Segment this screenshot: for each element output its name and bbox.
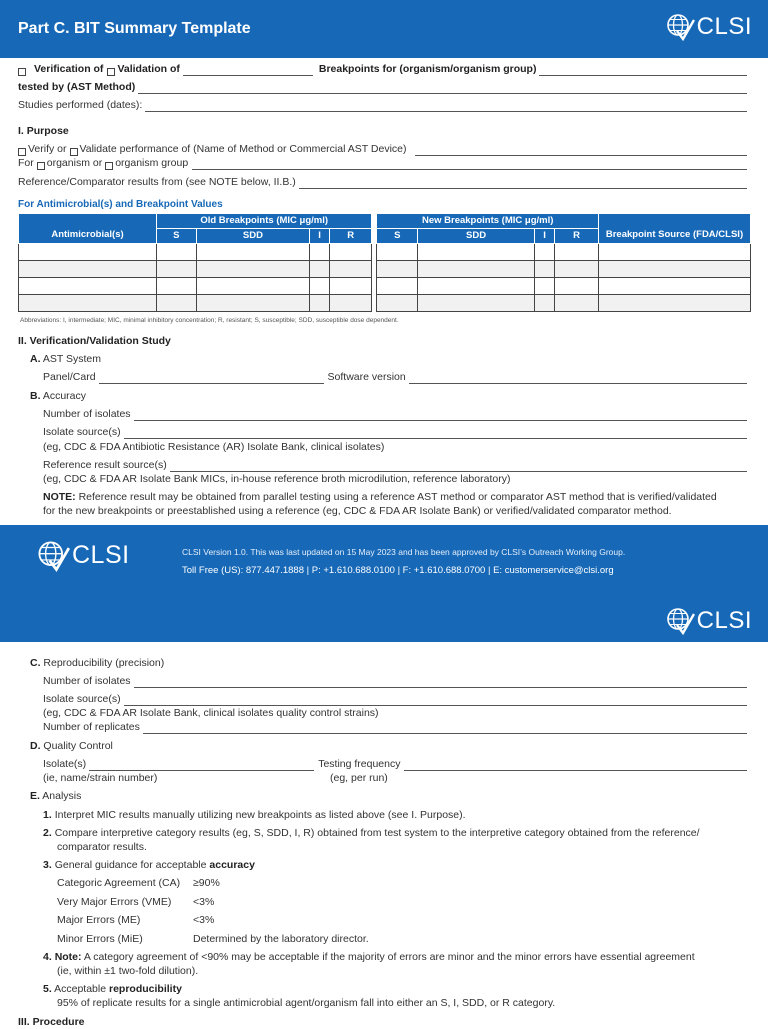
contact-text: Toll Free (US): 877.447.1888 | P: +1.610.688.0100 | F: +1.610.688.0700 | E: customerservice@clsi.org	[182, 565, 614, 576]
tested-by-line	[18, 81, 747, 94]
table-cell[interactable]	[555, 295, 599, 312]
table-cell[interactable]	[555, 278, 599, 295]
note-line-2: for the new breakpoints or preestablished using a reference (eg, CDC & FDA AR Isolate Bank) or verified/validated comparator method.	[43, 505, 672, 517]
section-a-label: AST System	[42, 353, 101, 365]
table-cell[interactable]	[377, 278, 418, 295]
testing-frequency-label: Testing frequency	[318, 758, 401, 770]
item2-number: 2.	[43, 827, 52, 839]
criteria-value: <3%	[193, 914, 215, 926]
table-cell[interactable]	[599, 295, 751, 312]
section-b-letter: B.	[30, 390, 41, 402]
table-cell[interactable]	[418, 278, 535, 295]
table-cell[interactable]	[329, 295, 372, 312]
table-cell[interactable]	[555, 244, 599, 261]
item2-text-a: Compare interpretive category results (eg, S, SDD, I, R) obtained from test system to the interpretive category obtained from the reference/	[54, 827, 700, 839]
table-cell[interactable]	[196, 295, 310, 312]
repro-sources-label: Isolate source(s)	[43, 693, 121, 705]
criteria-value: ≥90%	[193, 877, 220, 889]
item5-bold: reproducibility	[108, 983, 182, 995]
analysis-item-3	[43, 859, 255, 872]
criteria-value: Determined by the laboratory director.	[193, 933, 369, 945]
section-d-letter: D.	[30, 740, 41, 752]
table-cell[interactable]	[19, 278, 157, 295]
testing-frequency-example: (eg, per run)	[330, 772, 388, 784]
note-line-1	[43, 491, 717, 504]
breakpoint-table	[18, 213, 751, 312]
qc-line	[43, 758, 747, 771]
old-i-header: I	[310, 229, 330, 244]
ref-sources-example: (eg, CDC & FDA AR Isolate Bank MICs, in-house reference broth microdilution, reference laboratory)	[43, 473, 511, 485]
item5-text: 95% of replicate results for a single antimicrobial agent/organism fall into either an S, I, SDD, or R category.	[57, 997, 556, 1009]
ref-sources-field[interactable]	[170, 462, 747, 472]
page2-header-bar	[0, 594, 768, 642]
replicates-line	[43, 721, 747, 734]
method-name-field[interactable]	[415, 146, 747, 156]
verify-label: Verify or	[28, 143, 67, 155]
table-cell[interactable]	[418, 261, 535, 278]
qc-isolates-label: Isolate(s)	[43, 758, 87, 770]
purpose-line-3	[18, 176, 747, 189]
item3-bold: accuracy	[209, 859, 255, 871]
page2-clsi-logo	[665, 606, 752, 636]
table-cell[interactable]	[329, 244, 372, 261]
table-cell[interactable]	[418, 295, 535, 312]
ref-sources-line	[43, 459, 747, 472]
section-d-title	[30, 740, 113, 753]
num-isolates-field[interactable]	[134, 411, 747, 421]
organism-group-checkbox[interactable]	[105, 162, 113, 170]
section-e-title	[30, 790, 81, 803]
item3-number: 3.	[43, 859, 52, 871]
table-cell[interactable]	[377, 295, 418, 312]
page-title: Part C. BIT Summary Template	[18, 20, 251, 37]
breakpoints-for-label: Breakpoints for (organism/organism group)	[318, 63, 537, 75]
verification-label: Verification of	[34, 63, 104, 75]
testing-frequency-field[interactable]	[404, 761, 748, 771]
criteria-label: Major Errors (ME)	[57, 914, 141, 926]
repro-num-isolates-field[interactable]	[134, 678, 747, 688]
table-cell[interactable]	[377, 244, 418, 261]
table-cell[interactable]	[535, 244, 555, 261]
item4-number: 4.	[43, 951, 52, 963]
section-e-letter: E.	[30, 790, 40, 802]
table-cell[interactable]	[157, 244, 197, 261]
page2-logo-text: CLSI	[696, 607, 752, 634]
criteria-label: Minor Errors (MiE)	[57, 933, 143, 945]
section-e-label: Analysis	[42, 790, 82, 802]
analysis-item-4	[43, 951, 695, 964]
section-c-title	[30, 657, 164, 670]
table-cell[interactable]	[310, 261, 330, 278]
table-row	[19, 278, 751, 295]
table-cell[interactable]	[329, 261, 372, 278]
item4-text-b: (ie, within ±1 two-fold dilution).	[57, 965, 199, 977]
footer-logo-text: CLSI	[72, 541, 130, 570]
validate-label: Validate performance of (Name of Method or Commercial AST Device)	[79, 143, 407, 155]
repro-isolates-line	[43, 675, 747, 688]
analysis-item-1	[43, 809, 466, 822]
item1-number: 1.	[43, 809, 52, 821]
table-row	[19, 261, 751, 278]
organism-group-label: organism group	[115, 157, 189, 169]
table-row	[19, 295, 751, 312]
for-label: For	[18, 157, 34, 169]
verify-checkbox[interactable]	[18, 148, 26, 156]
replicates-field[interactable]	[143, 724, 747, 734]
table-cell[interactable]	[329, 278, 372, 295]
header-bar	[0, 0, 768, 58]
section-a-letter: A.	[30, 353, 41, 365]
study-heading: II. Verification/Validation Study	[18, 335, 171, 347]
item1-text: Interpret MIC results manually utilizing new breakpoints as listed above (see I. Purpose).	[54, 809, 466, 821]
repro-sources-line	[43, 693, 747, 706]
section-c-label: Reproducibility (precision)	[43, 657, 165, 669]
item4-text-a: A category agreement of <90% may be acceptable if the majority of errors are minor and the minor errors have essential agreement	[83, 951, 695, 963]
reference-label: Reference/Comparator results from (see NOTE below, II.B.)	[18, 176, 296, 188]
table-cell[interactable]	[599, 278, 751, 295]
section-a-title	[30, 353, 101, 366]
table-cell[interactable]	[310, 295, 330, 312]
section-b-label: Accuracy	[42, 390, 87, 402]
panel-field[interactable]	[99, 374, 324, 384]
new-r-header: R	[555, 229, 599, 244]
table-cell[interactable]	[19, 261, 157, 278]
repro-sources-field[interactable]	[124, 696, 747, 706]
new-breakpoints-header: New Breakpoints (MIC μg/ml)	[377, 214, 599, 229]
globe-check-icon	[665, 606, 695, 636]
old-sdd-header: SDD	[196, 229, 310, 244]
section-c-letter: C.	[30, 657, 41, 669]
table-cell[interactable]	[377, 261, 418, 278]
section-d-label: Quality Control	[43, 740, 113, 752]
globe-check-icon	[665, 12, 695, 42]
old-s-header: S	[157, 229, 197, 244]
item2-text-b: comparator results.	[57, 841, 147, 853]
clsi-logo	[665, 12, 752, 42]
note-text-1: Reference result may be obtained from parallel testing using a reference AST method or comparator AST method that is verified/validated	[78, 491, 717, 503]
software-field[interactable]	[409, 374, 747, 384]
ast-method-field[interactable]	[138, 84, 747, 94]
reference-field[interactable]	[299, 179, 747, 189]
isolate-sources-label: Isolate source(s)	[43, 426, 121, 438]
criteria-value: <3%	[193, 896, 215, 908]
footer-clsi-logo	[36, 539, 130, 573]
abbreviations-note: Abbreviations: I, intermediate; MIC, minimal inhibitory concentration; R, resistant; S, susceptible; SDD, susceptible dose dependent.	[20, 317, 399, 324]
new-i-header: I	[535, 229, 555, 244]
item3-text: General guidance for acceptable	[54, 859, 207, 871]
verification-line	[18, 63, 747, 76]
criteria-label: Categoric Agreement (CA)	[57, 877, 181, 889]
num-isolates-label: Number of isolates	[43, 408, 131, 420]
organism-checkbox[interactable]	[37, 162, 45, 170]
section-b-title	[30, 390, 86, 403]
validation-checkbox[interactable]	[107, 68, 115, 76]
globe-check-icon	[36, 539, 70, 573]
accuracy-isolates-line	[43, 408, 747, 421]
ast-system-line	[43, 371, 747, 384]
table-row	[19, 244, 751, 261]
old-breakpoints-header: Old Breakpoints (MIC μg/ml)	[157, 214, 372, 229]
new-s-header: S	[377, 229, 418, 244]
table-caption: For Antimicrobial(s) and Breakpoint Values	[18, 199, 223, 210]
item4-bold: Note:	[54, 951, 82, 963]
table-cell[interactable]	[599, 244, 751, 261]
new-sdd-header: SDD	[418, 229, 535, 244]
table-cell[interactable]	[196, 261, 310, 278]
accuracy-sources-line	[43, 426, 747, 439]
studies-label: Studies performed (dates):	[18, 99, 143, 111]
table-cell[interactable]	[19, 295, 157, 312]
panel-label: Panel/Card	[43, 371, 96, 383]
footer-bar	[0, 525, 768, 594]
table-cell[interactable]	[535, 295, 555, 312]
table-cell[interactable]	[157, 261, 197, 278]
version-text: CLSI Version 1.0. This was last updated on 15 May 2023 and has been approved by CLSI’s Outreach Working Group.	[182, 547, 626, 557]
table-cell[interactable]	[535, 261, 555, 278]
table-cell[interactable]	[599, 261, 751, 278]
table-cell[interactable]	[196, 278, 310, 295]
purpose-line-2	[18, 157, 747, 170]
verification-checkbox[interactable]	[18, 68, 26, 76]
criteria-label: Very Major Errors (VME)	[57, 896, 172, 908]
qc-isolates-field[interactable]	[89, 761, 314, 771]
validation-label: Validation of	[117, 63, 180, 75]
old-r-header: R	[329, 229, 372, 244]
purpose-line-1	[18, 143, 747, 156]
software-label: Software version	[327, 371, 406, 383]
table-cell[interactable]	[196, 244, 310, 261]
isolate-sources-example: (eg, CDC & FDA Antibiotic Resistance (AR) Isolate Bank, clinical isolates)	[43, 441, 385, 453]
table-cell[interactable]	[19, 244, 157, 261]
logo-text: CLSI	[696, 13, 752, 40]
table-cell[interactable]	[310, 278, 330, 295]
qc-isolates-example: (ie, name/strain number)	[43, 772, 158, 784]
col-breakpoint-source: Breakpoint Source (FDA/CLSI)	[599, 214, 751, 244]
table-cell[interactable]	[535, 278, 555, 295]
validation-field[interactable]	[183, 66, 313, 76]
analysis-item-2	[43, 827, 700, 840]
table-cell[interactable]	[157, 295, 197, 312]
procedure-heading: III. Procedure	[18, 1016, 85, 1028]
col-antimicrobial: Antimicrobial(s)	[19, 214, 157, 244]
organism-group-field[interactable]	[192, 160, 747, 170]
note-label: NOTE:	[43, 491, 76, 503]
table-cell[interactable]	[418, 244, 535, 261]
ref-sources-label: Reference result source(s)	[43, 459, 167, 471]
studies-field[interactable]	[145, 102, 747, 112]
studies-line	[18, 99, 747, 112]
item5-pre: Acceptable	[54, 983, 107, 995]
table-cell[interactable]	[555, 261, 599, 278]
analysis-item-5	[43, 983, 182, 996]
item5-number: 5.	[43, 983, 52, 995]
repro-sources-example: (eg, CDC & FDA AR Isolate Bank, clinical isolates quality control strains)	[43, 707, 379, 719]
purpose-heading: I. Purpose	[18, 125, 69, 137]
repro-num-isolates-label: Number of isolates	[43, 675, 131, 687]
replicates-label: Number of replicates	[43, 721, 140, 733]
organism-or-label: organism or	[46, 157, 103, 169]
organism-field[interactable]	[539, 66, 747, 76]
isolate-sources-field[interactable]	[124, 429, 747, 439]
validate-checkbox[interactable]	[70, 148, 78, 156]
tested-by-label: tested by (AST Method)	[18, 81, 136, 93]
table-cell[interactable]	[157, 278, 197, 295]
table-cell[interactable]	[310, 244, 330, 261]
